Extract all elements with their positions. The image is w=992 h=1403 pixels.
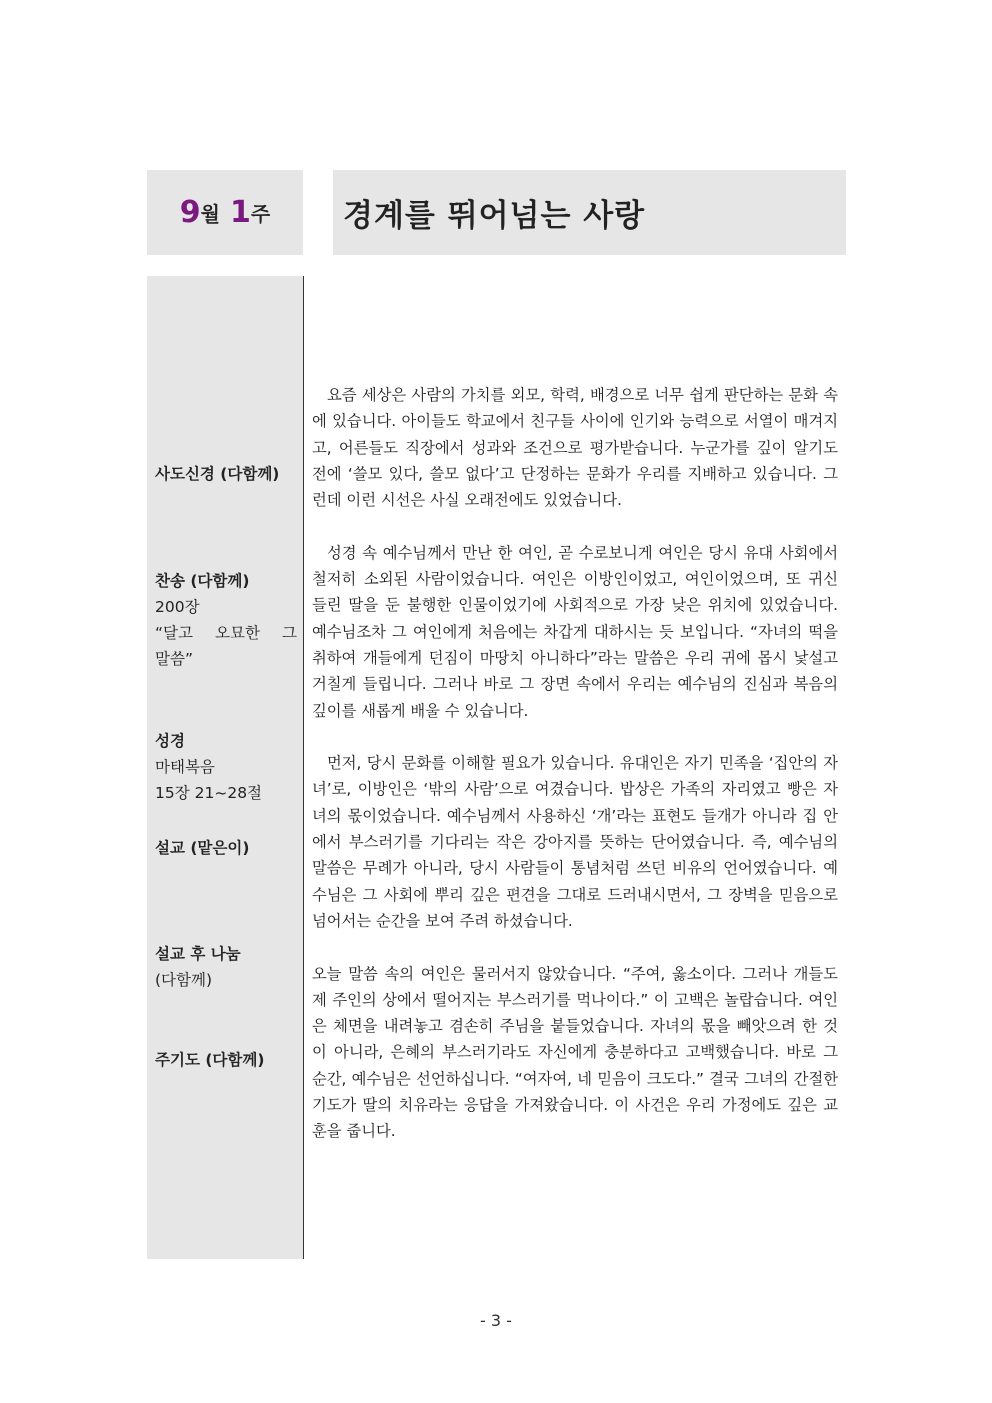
- creed-item: [155, 461, 297, 487]
- hymn-name-line2: 말씀”: [155, 650, 193, 668]
- sharing-sub: (다함께): [155, 971, 213, 989]
- page-number: - 3 -: [480, 1311, 512, 1330]
- page-title: 경계를 뛰어넘는 사랑: [333, 170, 846, 255]
- worship-order-sidebar: [147, 276, 304, 1259]
- hymn-number: 200장: [155, 598, 200, 616]
- sermon-text: [312, 382, 838, 1171]
- hymn-item: [155, 568, 297, 672]
- scripture-book: 마태복음: [155, 758, 215, 776]
- sharing-title: 설교 후 나눔: [155, 945, 241, 963]
- week-number: 1: [230, 195, 251, 230]
- scripture-item: [155, 728, 297, 806]
- week-label: [147, 170, 303, 255]
- sermon-item: [155, 835, 297, 861]
- creed-label: 사도신경 (다함께): [155, 465, 280, 483]
- hymn-title: 찬송 (다함께): [155, 572, 250, 590]
- week-unit: 주: [250, 202, 271, 226]
- paragraph-4: 오늘 말씀 속의 여인은 물러서지 않았습니다. “주여, 옳소이다. 그러나 개들도 제 주인의 상에서 떨어지는 부스러기를 먹나이다.” 이 고백은 놀랍습니다. 여인은 체면을 내려놓고 겸손히 주님을 붙들었습니다. 자녀의 몫을 빼앗으려 한 것이 아니라, 은혜의 부스러기라도 자신에게 충분하다고 고백했습니다. 바로 그 순간, 예수님은 선언하십니다. “여자여, 네 믿음이 크도다.” 결국 그녀의 간절한 기도가 딸의 치유라는 응답을 가져왔습니다. 이 사건은 우리 가정에도 깊은 교훈을 줍니다.: [312, 964, 838, 1141]
- scripture-ref: 15장 21~28절: [155, 784, 263, 802]
- paragraph-2: 성경 속 예수님께서 만난 한 여인, 곧 수로보니게 여인은 당시 유대 사회에서 철저히 소외된 사람이었습니다. 여인은 이방인이었고, 여인이었으며, 또 귀신 들린 딸을 둔 불행한 인물이었기에 사회적으로 가장 낮은 위치에 있었습니다. 예수님조차 그 여인에게 처음에는 차갑게 대하시는 듯 보입니다. “자녀의 떡을 취하여 개들에게 던짐이 마땅치 아니하다”라는 말씀은 우리 귀에 몹시 낯설고 거칠게 들립니다. 그러나 바로 그 장면 속에서 우리는 예수님의 진심과 복음의 깊이를 새롭게 배울 수 있습니다.: [312, 543, 838, 720]
- month-unit: 월: [200, 202, 220, 226]
- paragraph-1: 요즘 세상은 사람의 가치를 외모, 학력, 배경으로 너무 쉽게 판단하는 문화 속에 있습니다. 아이들도 학교에서 친구들 사이에 인기와 능력으로 서열이 매겨지고, 어른들도 직장에서 성과와 조건으로 평가받습니다. 누군가를 깊이 알기도 전에 ‘쓸모 있다, 쓸모 없다’고 단정하는 문화가 우리를 지배하고 있습니다. 그런데 이런 시선은 사실 오래전에도 있었습니다.: [312, 386, 838, 510]
- scripture-title: 성경: [155, 732, 185, 750]
- prayer-item: [155, 1047, 297, 1073]
- hymn-name-line1: “달고 오묘한 그: [155, 624, 297, 642]
- prayer-label: 주기도 (다함께): [155, 1051, 265, 1069]
- sermon-label: 설교 (맡은이): [155, 839, 250, 857]
- month-number: 9: [179, 195, 201, 230]
- paragraph-3: 먼저, 당시 문화를 이해할 필요가 있습니다. 유대인은 자기 민족을 ‘집안의 자녀’로, 이방인은 ‘밖의 사람’으로 여겼습니다. 밥상은 가족의 자리였고 빵은 자녀의 몫이었습니다. 예수님께서 사용하신 ‘개’라는 표현도 들개가 아니라 집 안에서 부스러기를 기다리는 작은 강아지를 뜻하는 단어였습니다. 즉, 예수님의 말씀은 무례가 아니라, 당시 사람들이 통념처럼 쓰던 비유의 언어였습니다. 예수님은 그 사회에 뿌리 깊은 편견을 그대로 드러내시면서, 그 장벽을 믿음으로 넘어서는 순간을 보여 주려 하셨습니다.: [312, 754, 838, 930]
- sharing-item: [155, 941, 297, 993]
